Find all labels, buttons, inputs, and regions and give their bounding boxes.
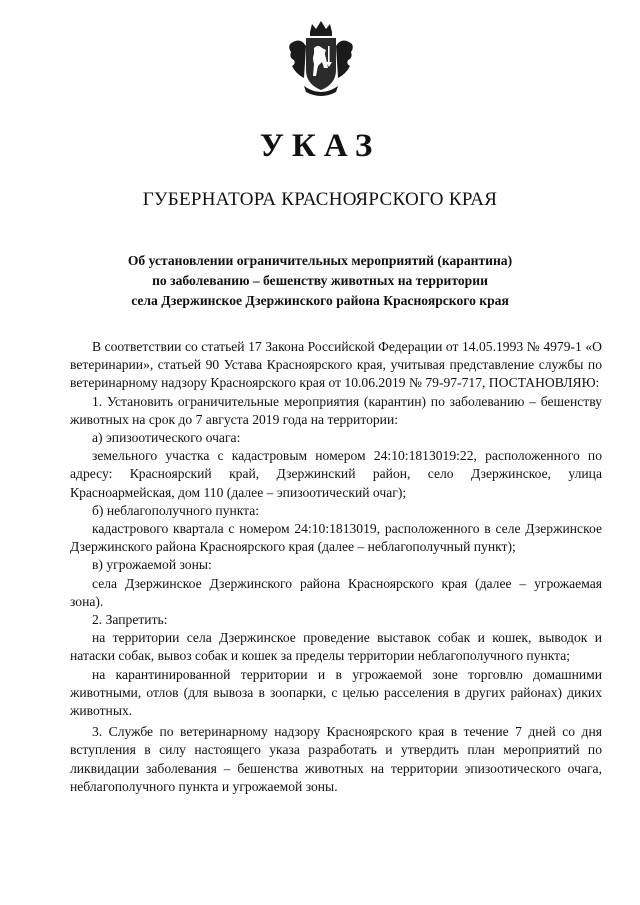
document-subtitle: ГУБЕРНАТОРА КРАСНОЯРСКОГО КРАЯ: [142, 189, 498, 210]
paragraph: кадастрового квартала с номером 24:10:1813019, расположенного в селе Дзержинское Дзержинского района Красноярского края (далее – неблагополучный пункт);: [70, 521, 602, 555]
heading-line: по заболеванию – бешенству животных на территории: [152, 273, 488, 288]
heading-line: села Дзержинское Дзержинского района Красноярского края: [131, 293, 509, 308]
paragraph: на карантинированной территории и в угрожаемой зоне торговлю домашними животными, отлов (для вывоза в зоопарки, с целью расселения в других районах) диких животных.: [70, 666, 602, 719]
coat-of-arms-icon: [286, 18, 356, 98]
paragraph: В соответствии со статьей 17 Закона Российской Федерации от 14.05.1993 № 4979-1 «О ветеринарии», статьей 90 Устава Красноярского края, учитывая представление службы по ветеринарному надзору Красноярского края от 10.06.2019 № 79-97-717, ПОСТАНОВЛЯЮ:: [70, 339, 602, 391]
document-heading: [60, 251, 580, 311]
heading-line: Об установлении ограничительных мероприятий (карантина): [127, 253, 513, 268]
paragraph: 3. Службе по ветеринарному надзору Красноярского края в течение 7 дней со дня вступления в силу настоящего указа разработать и утвердить план мероприятий по ликвидации заболевания – бешенства животных на территории эпизоотического очага, неблагополучного пункта и угрожаемой зоны.: [70, 724, 602, 794]
document-title: УКАЗ: [259, 128, 381, 164]
document-body: [70, 338, 602, 796]
paragraph: б) неблагополучного пункта:: [92, 502, 260, 518]
paragraph: на территории села Дзержинское проведение выставок собак и кошек, выводок и натаски собак, вывоз собак и кошек за пределы территории неблагополучного пункта;: [70, 630, 602, 664]
paragraph: 2. Запретить:: [92, 612, 168, 628]
paragraph: в) угрожаемой зоны:: [92, 557, 212, 573]
paragraph: 1. Установить ограничительные мероприятия (карантин) по заболеванию – бешенству животных на срок до 7 августа 2019 года на территории:: [70, 393, 602, 427]
paragraph: села Дзержинское Дзержинского района Красноярского края (далее – угрожаемая зона).: [70, 575, 602, 609]
paragraph: земельного участка с кадастровым номером 24:10:1813019:22, расположенного по адресу: Красноярский край, Дзержинский район, село Дзержинское, улица Красноармейская, дом 110 (далее – эпизоотический очаг);: [70, 448, 602, 500]
paragraph: а) эпизоотического очага:: [92, 430, 241, 446]
